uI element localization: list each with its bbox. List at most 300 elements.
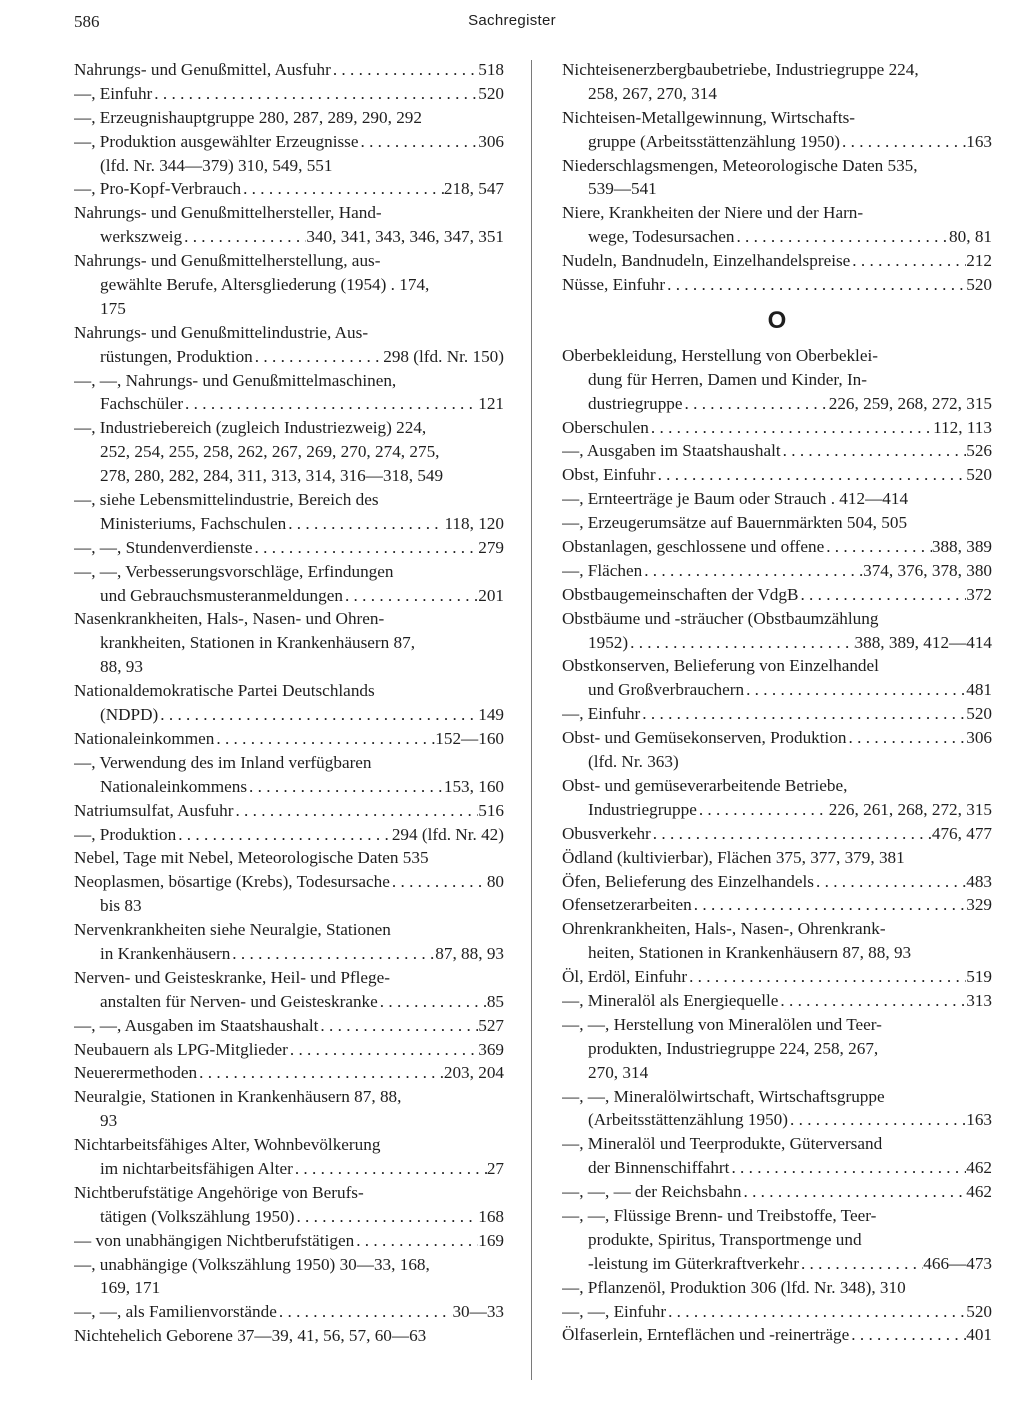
entry-text: 278, 280, 282, 284, 311, 313, 314, 316—318, 549: [100, 466, 444, 486]
index-entry-line: [74, 846, 504, 870]
index-entry-line: [74, 823, 504, 847]
dot-leader: [642, 559, 863, 583]
page-reference: 121: [478, 394, 504, 414]
index-entry-line: [562, 1300, 992, 1324]
entry-text: Obstbäume und -sträucher (Obstbaumzählung: [562, 608, 879, 628]
index-entry-line: [74, 1157, 504, 1181]
index-entry-line: [562, 822, 992, 846]
index-entry-line: [562, 273, 992, 297]
dot-leader: [628, 631, 854, 655]
index-entry-line: [74, 464, 504, 488]
index-entry-line: [562, 702, 992, 726]
page-reference: 168: [478, 1206, 504, 1226]
entry-text: — von unabhängigen Nichtberufstätigen: [74, 1230, 355, 1250]
entry-text: Nahrungs- und Genußmittelindustrie, Aus-: [74, 322, 369, 342]
entry-text: —, Pro-Kopf-Verbrauch: [74, 179, 242, 199]
page-reference: 163: [966, 1110, 992, 1130]
page-reference: 369: [478, 1039, 504, 1059]
entry-text: Nichtberufstätige Angehörige von Berufs-: [74, 1182, 364, 1202]
entry-text: (lfd. Nr. 363): [588, 752, 679, 772]
index-entry-line: [562, 1204, 992, 1228]
entry-text: —, —, Verbesserungsvorschläge, Erfindungen: [74, 561, 394, 581]
dot-leader: [665, 273, 966, 297]
page-reference: 481: [966, 680, 992, 700]
entry-text: —, —, Mineralölwirtschaft, Wirtschaftsgruppe: [562, 1086, 885, 1106]
dot-leader: [741, 1180, 966, 1204]
entry-text: 1952): [588, 632, 629, 652]
index-entry-line: [74, 607, 504, 631]
page-reference: 483: [966, 871, 992, 891]
dot-leader: [640, 702, 966, 726]
index-entry-line: [562, 678, 992, 702]
entry-text: Ofensetzerarbeiten: [562, 895, 692, 915]
entry-text: —, Pflanzenöl, Produktion 306 (lfd. Nr. 348), 310: [562, 1277, 906, 1297]
entry-text: Nasenkrankheiten, Hals-, Nasen- und Ohren-: [74, 609, 385, 629]
entry-text: 169, 171: [100, 1278, 161, 1298]
entry-text: —, Erzeugerumsätze auf Bauernmärkten 504, 505: [562, 513, 908, 533]
entry-text: Nudeln, Bandnudeln, Einzelhandelspreise: [562, 251, 851, 271]
index-entry-line: [74, 154, 504, 178]
index-entry-line: [74, 1133, 504, 1157]
index-entry-line: [562, 1180, 992, 1204]
index-entry-line: [74, 1324, 504, 1348]
entry-text: Neuerermethoden: [74, 1063, 198, 1083]
index-entry-line: [74, 369, 504, 393]
index-entry-line: [562, 893, 992, 917]
page-reference: 388, 389, 412—414: [854, 632, 992, 652]
index-entry-line: [562, 870, 992, 894]
dot-leader: [798, 583, 966, 607]
dot-leader: [378, 990, 487, 1014]
entry-text: produkte, Spiritus, Transportmenge und: [588, 1229, 862, 1249]
index-entry-line: [562, 989, 992, 1013]
entry-text: gruppe (Arbeitsstättenzählung 1950): [588, 131, 841, 151]
page-reference: 294 (lfd. Nr. 42): [391, 824, 504, 844]
page-reference: 527: [478, 1015, 504, 1035]
entry-text: —, siehe Lebensmittelindustrie, Bereich des: [74, 490, 379, 510]
entry-text: Neubauern als LPG-Mitglieder: [74, 1039, 288, 1059]
page-reference: 520: [966, 275, 992, 295]
entry-text: —, —, Einfuhr: [562, 1301, 667, 1321]
entry-text: (lfd. Nr. 344—379) 310, 549, 551: [100, 155, 333, 175]
dot-leader: [288, 1038, 478, 1062]
dot-leader: [729, 1156, 966, 1180]
dot-leader: [656, 463, 967, 487]
page-reference: 340, 341, 343, 346, 347, 351: [306, 227, 504, 247]
index-entry-line: [562, 1108, 992, 1132]
dot-leader: [197, 1061, 444, 1085]
index-entry-line: [562, 846, 992, 870]
page-reference: 462: [966, 1182, 992, 1202]
index-entry-line: [74, 990, 504, 1014]
dot-leader: [318, 1014, 478, 1038]
entry-text: Nichtarbeitsfähiges Alter, Wohnbevölkerung: [74, 1135, 381, 1155]
index-entry-line: [562, 1132, 992, 1156]
dot-leader: [390, 870, 487, 894]
entry-text: Nervenkrankheiten siehe Neuralgie, Stationen: [74, 920, 391, 940]
entry-text: Obst- und Gemüsekonserven, Produktion: [562, 728, 847, 748]
index-entry-line: [74, 273, 504, 297]
page-reference: 374, 376, 378, 380: [863, 560, 992, 580]
index-entry-line: [74, 82, 504, 106]
entry-text: Obusverkehr: [562, 823, 651, 843]
entry-text: —, Produktion ausgewählter Erzeugnisse: [74, 131, 359, 151]
index-entry-line: [74, 918, 504, 942]
entry-text: —, Industriebereich (zugleich Industriezweig) 224,: [74, 418, 427, 438]
dot-leader: [358, 130, 478, 154]
index-entry-line: [562, 1037, 992, 1061]
column-divider: [531, 60, 532, 1380]
entry-text: 270, 314: [588, 1062, 649, 1082]
index-entry-line: [74, 703, 504, 727]
dot-leader: [331, 58, 478, 82]
entry-text: —, Ausgaben im Staatshaushalt: [562, 441, 781, 461]
entry-text: Nationaleinkommen: [74, 728, 215, 748]
index-entry-line: [74, 130, 504, 154]
entry-text: —, —, Nahrungs- und Genußmittelmaschinen,: [74, 370, 397, 390]
entry-text: 88, 93: [100, 657, 143, 677]
index-column-left: [74, 58, 504, 1348]
index-entry-line: [562, 58, 992, 82]
entry-text: —, Produktion: [74, 824, 177, 844]
page-reference: 149: [478, 705, 504, 725]
dot-leader: [294, 1205, 478, 1229]
dot-leader: [230, 942, 435, 966]
page-reference: 226, 259, 268, 272, 315: [828, 393, 992, 413]
entry-text: gewählte Berufe, Altersgliederung (1954) . 174,: [100, 275, 430, 295]
index-entry-line: [74, 201, 504, 225]
index-entry-line: [562, 1323, 992, 1347]
index-entry-line: [562, 130, 992, 154]
entry-text: Ministeriums, Fachschulen: [100, 513, 287, 533]
entry-text: Nerven- und Geisteskranke, Heil- und Pflege-: [74, 967, 390, 987]
section-letter-heading: O: [767, 306, 787, 334]
page-reference: 152—160: [435, 728, 504, 748]
entry-text: Nahrungs- und Genußmittelhersteller, Hand-: [74, 203, 382, 223]
entry-text: Oberschulen: [562, 417, 649, 437]
dot-leader: [176, 823, 392, 847]
entry-text: Obstkonserven, Belieferung von Einzelhandel: [562, 656, 879, 676]
entry-text: 258, 267, 270, 314: [588, 83, 717, 103]
index-entry-line: [562, 631, 992, 655]
entry-text: dustriegruppe: [588, 393, 683, 413]
page-reference: 80: [486, 872, 504, 892]
entry-text: Obstbaugemeinschaften der VdgB: [562, 584, 799, 604]
page-reference: 372: [966, 584, 992, 604]
dot-leader: [734, 225, 949, 249]
page-reference: 520: [966, 704, 992, 724]
index-entry-line: [74, 966, 504, 990]
index-entry-line: [562, 1013, 992, 1037]
page-reference: 30—33: [452, 1302, 504, 1322]
entry-text: —, —, Herstellung von Mineralölen und Teer-: [562, 1014, 882, 1034]
index-entry-line: [562, 463, 992, 487]
index-entry-line: [74, 392, 504, 416]
page-reference: 298 (lfd. Nr. 150): [383, 346, 504, 366]
index-entry-line: [562, 798, 992, 822]
entry-text: (NDPD): [100, 705, 159, 725]
entry-text: -leistung im Güterkraftverkehr: [588, 1253, 799, 1273]
dot-leader: [152, 82, 478, 106]
dot-leader: [253, 345, 383, 369]
page-reference: 226, 261, 268, 272, 315: [828, 799, 992, 819]
dot-leader: [781, 439, 967, 463]
entry-text: Nichtehelich Geborene 37—39, 41, 56, 57, 60—63: [74, 1326, 427, 1346]
index-entry-line: [562, 392, 992, 416]
entry-text: 539—541: [588, 179, 657, 199]
entry-text: Nichteisen-Metallgewinnung, Wirtschafts-: [562, 107, 856, 127]
entry-text: werkszweig: [100, 227, 183, 247]
page-reference: 519: [966, 967, 992, 987]
index-entry-line: [562, 607, 992, 631]
page-reference: 306: [478, 131, 504, 151]
dot-leader: [241, 177, 444, 201]
page-reference: 279: [478, 537, 504, 557]
dot-leader: [343, 584, 478, 608]
index-entry-line: [562, 1156, 992, 1180]
page-reference: 516: [478, 800, 504, 820]
entry-text: Nahrungs- und Genußmittel, Ausfuhr: [74, 60, 331, 79]
index-entry-line: [562, 416, 992, 440]
index-column-right: [562, 58, 992, 1347]
entry-text: der Binnenschiffahrt: [588, 1158, 730, 1178]
dot-leader: [247, 775, 444, 799]
entry-text: Fachschüler: [100, 394, 184, 414]
dot-leader: [649, 416, 933, 440]
entry-text: —, Flächen: [562, 560, 643, 580]
entry-text: —, —, Stundenverdienste: [74, 537, 253, 557]
entry-text: heiten, Stationen in Krankenhäusern 87, 88, 93: [588, 943, 912, 963]
dot-leader: [183, 392, 478, 416]
index-entry-line: [74, 1253, 504, 1277]
page-reference: 201: [478, 585, 504, 605]
entry-text: rüstungen, Produktion: [100, 346, 253, 366]
entry-text: produkten, Industriegruppe 224, 258, 267,: [588, 1038, 879, 1058]
entry-text: 175: [100, 298, 126, 318]
entry-text: —, —, — der Reichsbahn: [562, 1182, 742, 1202]
index-entry-line: [74, 440, 504, 464]
page-reference: 153, 160: [443, 776, 504, 796]
entry-text: Niere, Krankheiten der Niere und der Harn-: [562, 203, 864, 223]
page-reference: 203, 204: [443, 1063, 504, 1083]
index-entry-line: [562, 1061, 992, 1085]
index-entry-line: [74, 894, 504, 918]
index-entry-line: [562, 965, 992, 989]
entry-text: Niederschlagsmengen, Meteorologische Daten 535,: [562, 155, 918, 175]
index-entry-line: [74, 1109, 504, 1133]
index-entry-line: [74, 1038, 504, 1062]
entry-text: —, Mineralöl und Teerprodukte, Güterversand: [562, 1134, 883, 1154]
entry-text: krankheiten, Stationen in Krankenhäusern 87,: [100, 633, 416, 653]
page-reference: 218, 547: [443, 179, 504, 199]
index-entry-line: [74, 1014, 504, 1038]
index-entry-line: [562, 1085, 992, 1109]
entry-text: Ödland (kultivierbar), Flächen 375, 377, 379, 381: [562, 847, 905, 867]
index-entry-line: [562, 917, 992, 941]
entry-text: Nüsse, Einfuhr: [562, 275, 666, 295]
index-entry-line: [74, 225, 504, 249]
dot-leader: [788, 1108, 966, 1132]
entry-text: und Großverbrauchern: [588, 680, 745, 700]
dot-leader: [840, 130, 966, 154]
index-entry-line: [74, 536, 504, 560]
entry-text: —, Erzeugnishauptgruppe 280, 287, 289, 290, 292: [74, 107, 422, 127]
entry-text: wege, Todesursachen: [588, 227, 735, 247]
index-entry-line: [562, 368, 992, 392]
index-entry-line: [562, 750, 992, 774]
entry-text: Neuralgie, Stationen in Krankenhäusern 87, 88,: [74, 1087, 402, 1107]
dot-leader: [293, 1157, 487, 1181]
page-reference: 462: [966, 1158, 992, 1178]
index-entry-line: [74, 655, 504, 679]
page-reference: 87, 88, 93: [435, 943, 504, 963]
entry-text: —, —, Ausgaben im Staatshaushalt: [74, 1015, 319, 1035]
entry-text: Obst- und gemüseverarbeitende Betriebe,: [562, 775, 848, 795]
index-entry-line: [562, 1276, 992, 1300]
entry-text: Neoplasmen, bösartige (Krebs), Todesursache: [74, 872, 390, 892]
index-entry-line: [74, 1229, 504, 1253]
index-entry-line: [74, 799, 504, 823]
entry-text: Nationaleinkommens: [100, 776, 248, 796]
entry-text: Ohrenkrankheiten, Hals-, Nasen-, Ohrenkrank-: [562, 919, 886, 939]
entry-text: —, Einfuhr: [74, 83, 153, 103]
page-reference: 520: [966, 465, 992, 485]
index-entry-line: [74, 106, 504, 130]
dot-leader: [849, 1323, 966, 1347]
page-reference: 520: [966, 1301, 992, 1321]
dot-leader: [692, 893, 966, 917]
index-entry-line: [74, 631, 504, 655]
index-entry-line: [74, 1085, 504, 1109]
dot-leader: [651, 822, 932, 846]
entry-text: Öl, Erdöl, Einfuhr: [562, 967, 688, 987]
entry-text: Obstanlagen, geschlossene und offene: [562, 537, 825, 557]
index-entry-line: [562, 941, 992, 965]
dot-leader: [158, 703, 478, 727]
dot-leader: [697, 798, 829, 822]
entry-text: Industriegruppe: [588, 799, 697, 819]
index-entry-line: [562, 82, 992, 106]
dot-leader: [253, 536, 479, 560]
index-entry-line: [562, 225, 992, 249]
dot-leader: [286, 512, 444, 536]
index-entry-line: [74, 1205, 504, 1229]
index-entry-line: [562, 344, 992, 368]
entry-text: im nichtarbeitsfähigen Alter: [100, 1158, 293, 1178]
entry-text: Nichteisenerzbergbaubetriebe, Industriegruppe 224,: [562, 60, 919, 79]
page-reference: 85: [486, 991, 504, 1011]
dot-leader: [744, 678, 966, 702]
page-reference: 388, 389: [931, 537, 992, 557]
dot-leader: [233, 799, 478, 823]
entry-text: in Krankenhäusern: [100, 943, 231, 963]
entry-text: dung für Herren, Damen und Kinder, In-: [588, 369, 867, 389]
page-reference: 466—473: [923, 1253, 992, 1273]
entry-text: Nationaldemokratische Partei Deutschlands: [74, 681, 375, 701]
page-number: 586: [74, 12, 100, 31]
dot-leader: [687, 965, 966, 989]
entry-text: —, Einfuhr: [562, 704, 641, 724]
index-entry-line: [74, 1061, 504, 1085]
index-entry-line: [74, 512, 504, 536]
index-entry-line: [562, 1228, 992, 1252]
index-entry-line: [562, 249, 992, 273]
page-reference: 476, 477: [931, 823, 992, 843]
page-reference: 27: [486, 1158, 504, 1178]
dot-leader: [277, 1300, 453, 1324]
index-entry-line: [74, 177, 504, 201]
entry-text: bis 83: [100, 896, 142, 916]
entry-text: Oberbekleidung, Herstellung von Oberbeklei-: [562, 345, 878, 365]
entry-text: —, Mineralöl als Energiequelle: [562, 990, 779, 1010]
page-reference: 518: [478, 60, 504, 79]
index-entry-line: [74, 727, 504, 751]
page-reference: 520: [478, 83, 504, 103]
index-entry-line: [562, 559, 992, 583]
index-entry-line: [74, 870, 504, 894]
dot-leader: [847, 726, 967, 750]
page-reference: 112, 113: [933, 417, 992, 437]
entry-text: —, —, als Familienvorstände: [74, 1302, 277, 1322]
index-entry-line: [74, 488, 504, 512]
page-reference: 329: [966, 895, 992, 915]
dot-leader: [666, 1300, 966, 1324]
dot-leader: [850, 249, 966, 273]
dot-leader: [214, 727, 435, 751]
index-entry-line: [562, 201, 992, 225]
index-entry-line: [74, 58, 504, 82]
page-reference: 526: [966, 441, 992, 461]
index-entry-line: [562, 535, 992, 559]
index-entry-line: [74, 1181, 504, 1205]
index-entry-line: [74, 297, 504, 321]
entry-text: —, Verwendung des im Inland verfügbaren: [74, 752, 372, 772]
entry-text: 93: [100, 1111, 118, 1131]
page-reference: 163: [966, 131, 992, 151]
entry-text: —, Ernteerträge je Baum oder Strauch . 412—414: [562, 489, 909, 509]
dot-leader: [824, 535, 932, 559]
index-entry-line: [562, 654, 992, 678]
running-head: Sachregister: [468, 12, 556, 29]
entry-text: —, —, Flüssige Brenn- und Treibstoffe, Teer-: [562, 1205, 877, 1225]
entry-text: —, unabhängige (Volkszählung 1950) 30—33, 168,: [74, 1254, 430, 1274]
index-entry-line: [74, 321, 504, 345]
entry-text: Obst, Einfuhr: [562, 465, 656, 485]
entry-text: Öfen, Belieferung des Einzelhandels: [562, 871, 814, 891]
index-entry-line: [74, 942, 504, 966]
entry-text: Natriumsulfat, Ausfuhr: [74, 800, 234, 820]
index-entry-line: [562, 106, 992, 130]
page-reference: 401: [966, 1325, 992, 1345]
index-entry-line: [562, 774, 992, 798]
page-reference: 313: [966, 990, 992, 1010]
index-entry-line: [74, 416, 504, 440]
index-entry-line: [74, 1276, 504, 1300]
index-entry-line: [74, 1300, 504, 1324]
entry-text: und Gebrauchsmusteranmeldungen: [100, 585, 343, 605]
index-entry-line: [74, 751, 504, 775]
entry-text: (Arbeitsstättenzählung 1950): [588, 1110, 788, 1130]
index-entry-line: [562, 439, 992, 463]
index-entry-line: [562, 583, 992, 607]
index-entry-line: [562, 154, 992, 178]
index-entry-line: [74, 584, 504, 608]
dot-leader: [778, 989, 966, 1013]
index-entry-line: [562, 177, 992, 201]
dot-leader: [182, 225, 306, 249]
entry-text: anstalten für Nerven- und Geisteskranke: [100, 991, 378, 1011]
dot-leader: [354, 1229, 478, 1253]
